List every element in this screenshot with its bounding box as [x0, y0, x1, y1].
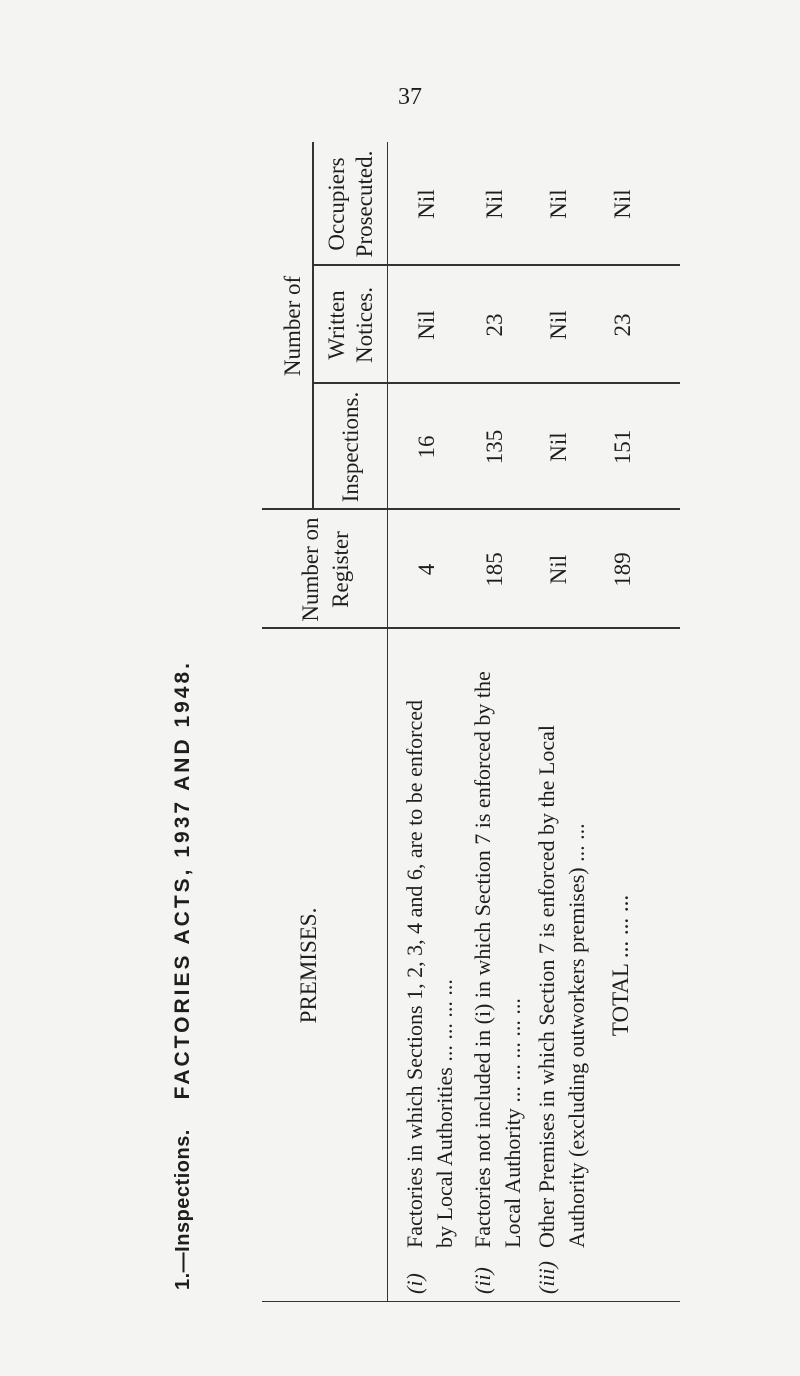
table-row-premises — [532, 634, 591, 1294]
total-label: TOTAL ... ... ... — [608, 894, 633, 1037]
occupiers-prosecuted-header-line2: Prosecuted. — [352, 150, 377, 258]
row-number: (iii) — [534, 1261, 559, 1294]
inspections-header: Inspections. — [338, 391, 363, 503]
row-inspections-value: Nil — [546, 432, 571, 462]
number-of-underline — [312, 142, 314, 510]
row-number: (i) — [402, 1273, 427, 1294]
row-register-value: 185 — [482, 552, 507, 587]
row-written-notices-value: Nil — [414, 310, 439, 340]
premises-description-line2: Local Authority ... ... ... ... ... — [499, 998, 525, 1248]
header-rule — [387, 142, 388, 1302]
total-occupiers-prosecuted-value: Nil — [610, 189, 635, 219]
row-number: (ii) — [470, 1267, 495, 1294]
total-inspections-value: 151 — [610, 429, 635, 465]
row-occupiers-prosecuted-value: Nil — [546, 189, 571, 219]
acts-title: FACTORIES ACTS, 1937 AND 1948. — [171, 660, 194, 1100]
premises-description-line2: by Local Authorities ... ... ... ... — [431, 979, 457, 1248]
written-notices-header-line2: Notices. — [352, 287, 377, 364]
total-register-value: 189 — [610, 552, 635, 587]
register-header-line2: Register — [328, 531, 353, 608]
row-register-value: Nil — [546, 554, 571, 585]
row-written-notices-value: Nil — [546, 310, 571, 340]
premises-header: PREMISES. — [296, 907, 321, 1024]
number-of-header: Number of — [280, 275, 305, 377]
row-register-value: 4 — [414, 563, 439, 576]
written-notices-header-line1: Written — [324, 290, 349, 360]
row-written-notices-value: 23 — [482, 313, 507, 337]
page-number: 37 — [398, 84, 422, 110]
total-written-notices-value: 23 — [610, 313, 635, 337]
table-row-premises — [400, 634, 459, 1294]
row-inspections-value: 135 — [482, 429, 507, 465]
premises-description-line1: Factories not included in (i) in which Section 7 is enforced by the — [470, 671, 495, 1248]
table-row-premises — [468, 634, 527, 1294]
row-inspections-value: 16 — [414, 435, 439, 459]
occupiers-prosecuted-header-line1: Occupiers — [324, 157, 349, 251]
premises-description-line2: Authority (excluding outworkers premises) ... ... — [563, 823, 589, 1248]
premises-description-line1: Factories in which Sections 1, 2, 3, 4 and 6, are to be enforced — [402, 699, 427, 1248]
page-heading — [160, 430, 206, 1290]
inspections-table — [262, 142, 680, 1302]
row-occupiers-prosecuted-value: Nil — [414, 189, 439, 219]
section-heading: 1.—Inspections. — [171, 1129, 194, 1290]
premises-description-line1: Other Premises in which Section 7 is enforced by the Local — [534, 725, 559, 1248]
row-occupiers-prosecuted-value: Nil — [482, 189, 507, 219]
register-header-line1: Number on — [298, 517, 323, 622]
